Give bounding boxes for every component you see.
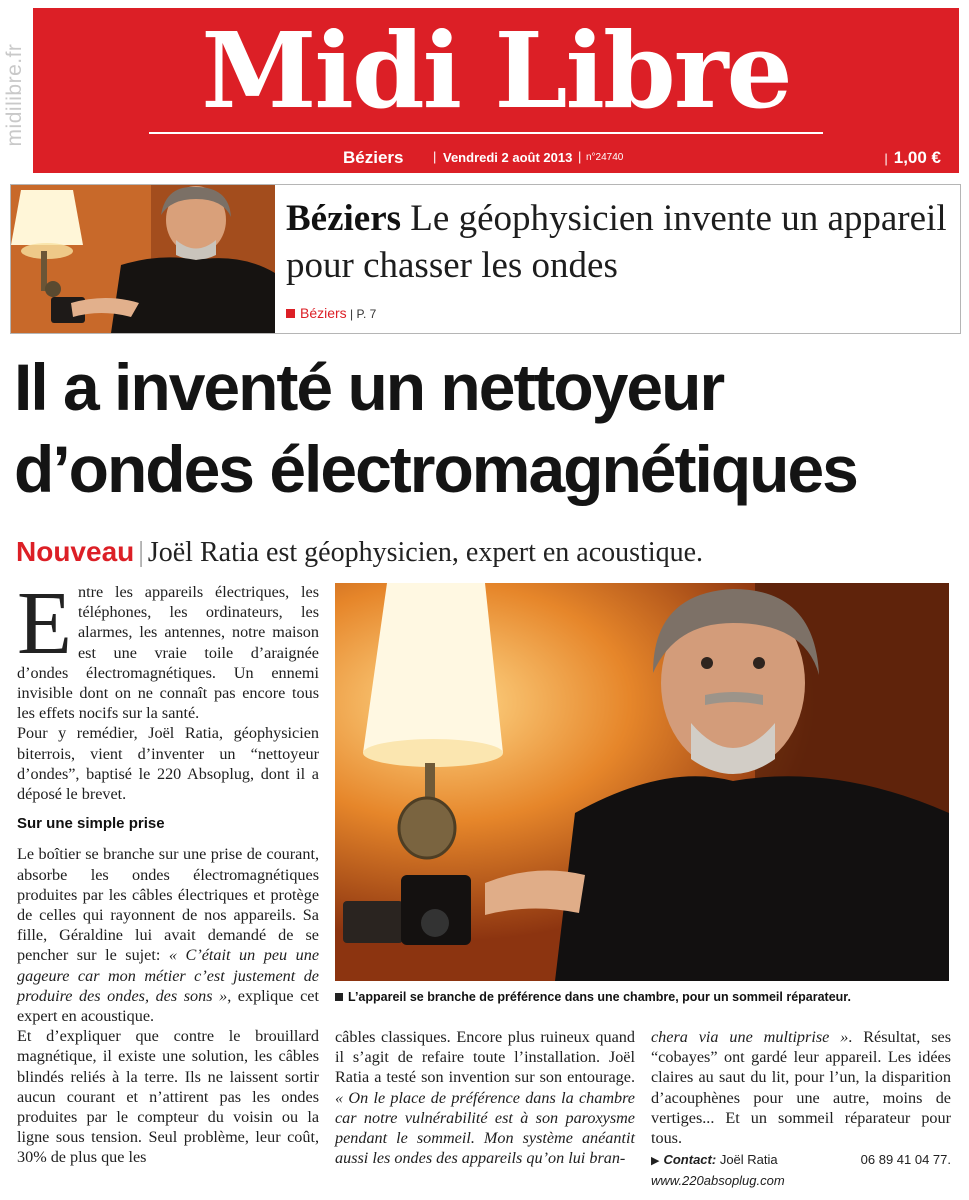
paragraph-5 (335, 1027, 635, 1168)
teaser-photo (11, 185, 275, 333)
contact-label: Contact: (663, 1152, 717, 1168)
edition-date: Vendredi 2 août 2013 (443, 150, 573, 165)
newspaper-logo: Midi Libre (201, 9, 791, 132)
black-square-icon (335, 993, 343, 1001)
issue-number: n°24740 (586, 152, 624, 163)
contact-name: Joël Ratia (719, 1152, 778, 1168)
dateline-separator: | (433, 149, 437, 164)
caption-text: L’appareil se branche de préférence dans une chambre, pour un sommeil réparateur. (348, 990, 851, 1004)
quote-end: chera via une multiprise » (651, 1028, 849, 1046)
dateline-separator: | (578, 149, 582, 164)
teaser-headline (286, 195, 956, 289)
price-value: 1,00 € (893, 148, 941, 167)
article-column-1 (17, 574, 319, 1168)
headline-line-2: d’ondes électromagnétiques (14, 432, 857, 506)
side-url-text: midilibre.fr (3, 43, 26, 147)
price-separator: | (884, 151, 888, 166)
paragraph (17, 574, 319, 723)
article-headline (14, 346, 954, 510)
price (884, 148, 941, 168)
front-teaser[interactable] (10, 184, 961, 334)
article-subhead: Nouveau | Joël Ratia est géophysicien, expert en acoustique. (16, 536, 704, 568)
subhead-kicker: Nouveau (16, 536, 135, 567)
article-column-3 (651, 1027, 951, 1190)
teaser-page-reference[interactable]: Béziers | P. 7 (286, 305, 376, 321)
paragraph-4: Et d’expliquer que contre le brouillard magnétique, il existe une solution, les câbles blindés reliés à la terre. Ils ne laissent sortir aucun courant et n’attirent pas les ondes produites par le compteur du voisin ou la ligne sous tension. Seul problème, leur coût, 30% de plus que les (17, 1027, 319, 1167)
quote: « C’était un peu une gageure car mon métier c’est justement de produire des ondes, des sons » (17, 946, 319, 1005)
teaser-photo-illustration (11, 185, 275, 333)
headline-line-1: Il a inventé un nettoyeur (14, 350, 724, 424)
teaser-ref-section: Béziers (300, 305, 347, 321)
paragraph-3-start: Le boîtier se branche sur une prise de courant, absorbe les ondes électromagnétiques produites par les câbles électriques et protège de celles qui rayonnent de nos appareils. Sa fille, Géraldine lui avait demandé de se pencher sur le sujet: (17, 845, 319, 965)
photo-caption (335, 990, 949, 1004)
article-photo (335, 583, 949, 981)
drop-cap: E (17, 574, 72, 673)
paragraph-3 (17, 844, 319, 1026)
article-column-2 (335, 1027, 635, 1168)
contact-info (651, 1150, 951, 1190)
contact-phone[interactable]: 06 89 41 04 77. (860, 1152, 951, 1168)
teaser-headline-text: Le géophysicien invente un appareil pour chasser les ondes (286, 198, 947, 286)
paragraph-2: Pour y remédier, Joël Ratia, géophysicien biterrois, vient d’inventer un “nettoyeur d’ondes”, baptisé le 220 Absoplug, dont il a déposé le brevet. (17, 724, 319, 804)
paragraph-6 (651, 1027, 951, 1148)
subhead-text: Joël Ratia est géophysicien, expert en acoustique. (147, 537, 704, 568)
article-photo-illustration (335, 583, 949, 981)
paragraph-5-start: câbles classiques. Encore plus ruineux quand il s’agit de refaire toute l’installation. Joël Ratia a testé son invention sur son entourage. (335, 1028, 635, 1087)
teaser-text (286, 195, 956, 289)
section-subtitle: Sur une simple prise (17, 815, 165, 833)
paragraph-3-end: , explique cet expert en acoustique. (17, 986, 319, 1026)
red-square-icon (286, 309, 295, 318)
masthead-rule (149, 132, 823, 134)
edition-city: Béziers (343, 148, 404, 167)
contact-website[interactable]: www.220absoplug.com (651, 1173, 785, 1189)
paragraph-1: ntre les appareils électriques, les téléphones, les ordinateurs, les alarmes, les antennes, notre maison est une vraie toile d’araignée d’ondes électromagnétiques. Un ennemi invisible dont on ne connaît pas encore tous les effets nocifs sur la santé. (17, 583, 319, 723)
paragraph-6-text: . Résultat, ses “cobayes” ont gardé leur appareil. Les idées claires au saut du lit, pour l’un, la disparition d’acouphènes pour une autre, moins de vertiges... Et un sommeil réparateur pour tous. (651, 1028, 951, 1148)
teaser-kicker: Béziers (286, 198, 402, 239)
teaser-ref-page: P. 7 (356, 307, 377, 321)
side-url (2, 10, 28, 180)
masthead (33, 8, 959, 173)
quote: « On le place de préférence dans la chambre car notre vulnérabilité est à son paroxysme pendant le sommeil. Mon système anéantit aussi les ondes des appareils qu’on lui bran- (335, 1088, 635, 1168)
triangle-icon: ▶ (651, 1155, 660, 1168)
